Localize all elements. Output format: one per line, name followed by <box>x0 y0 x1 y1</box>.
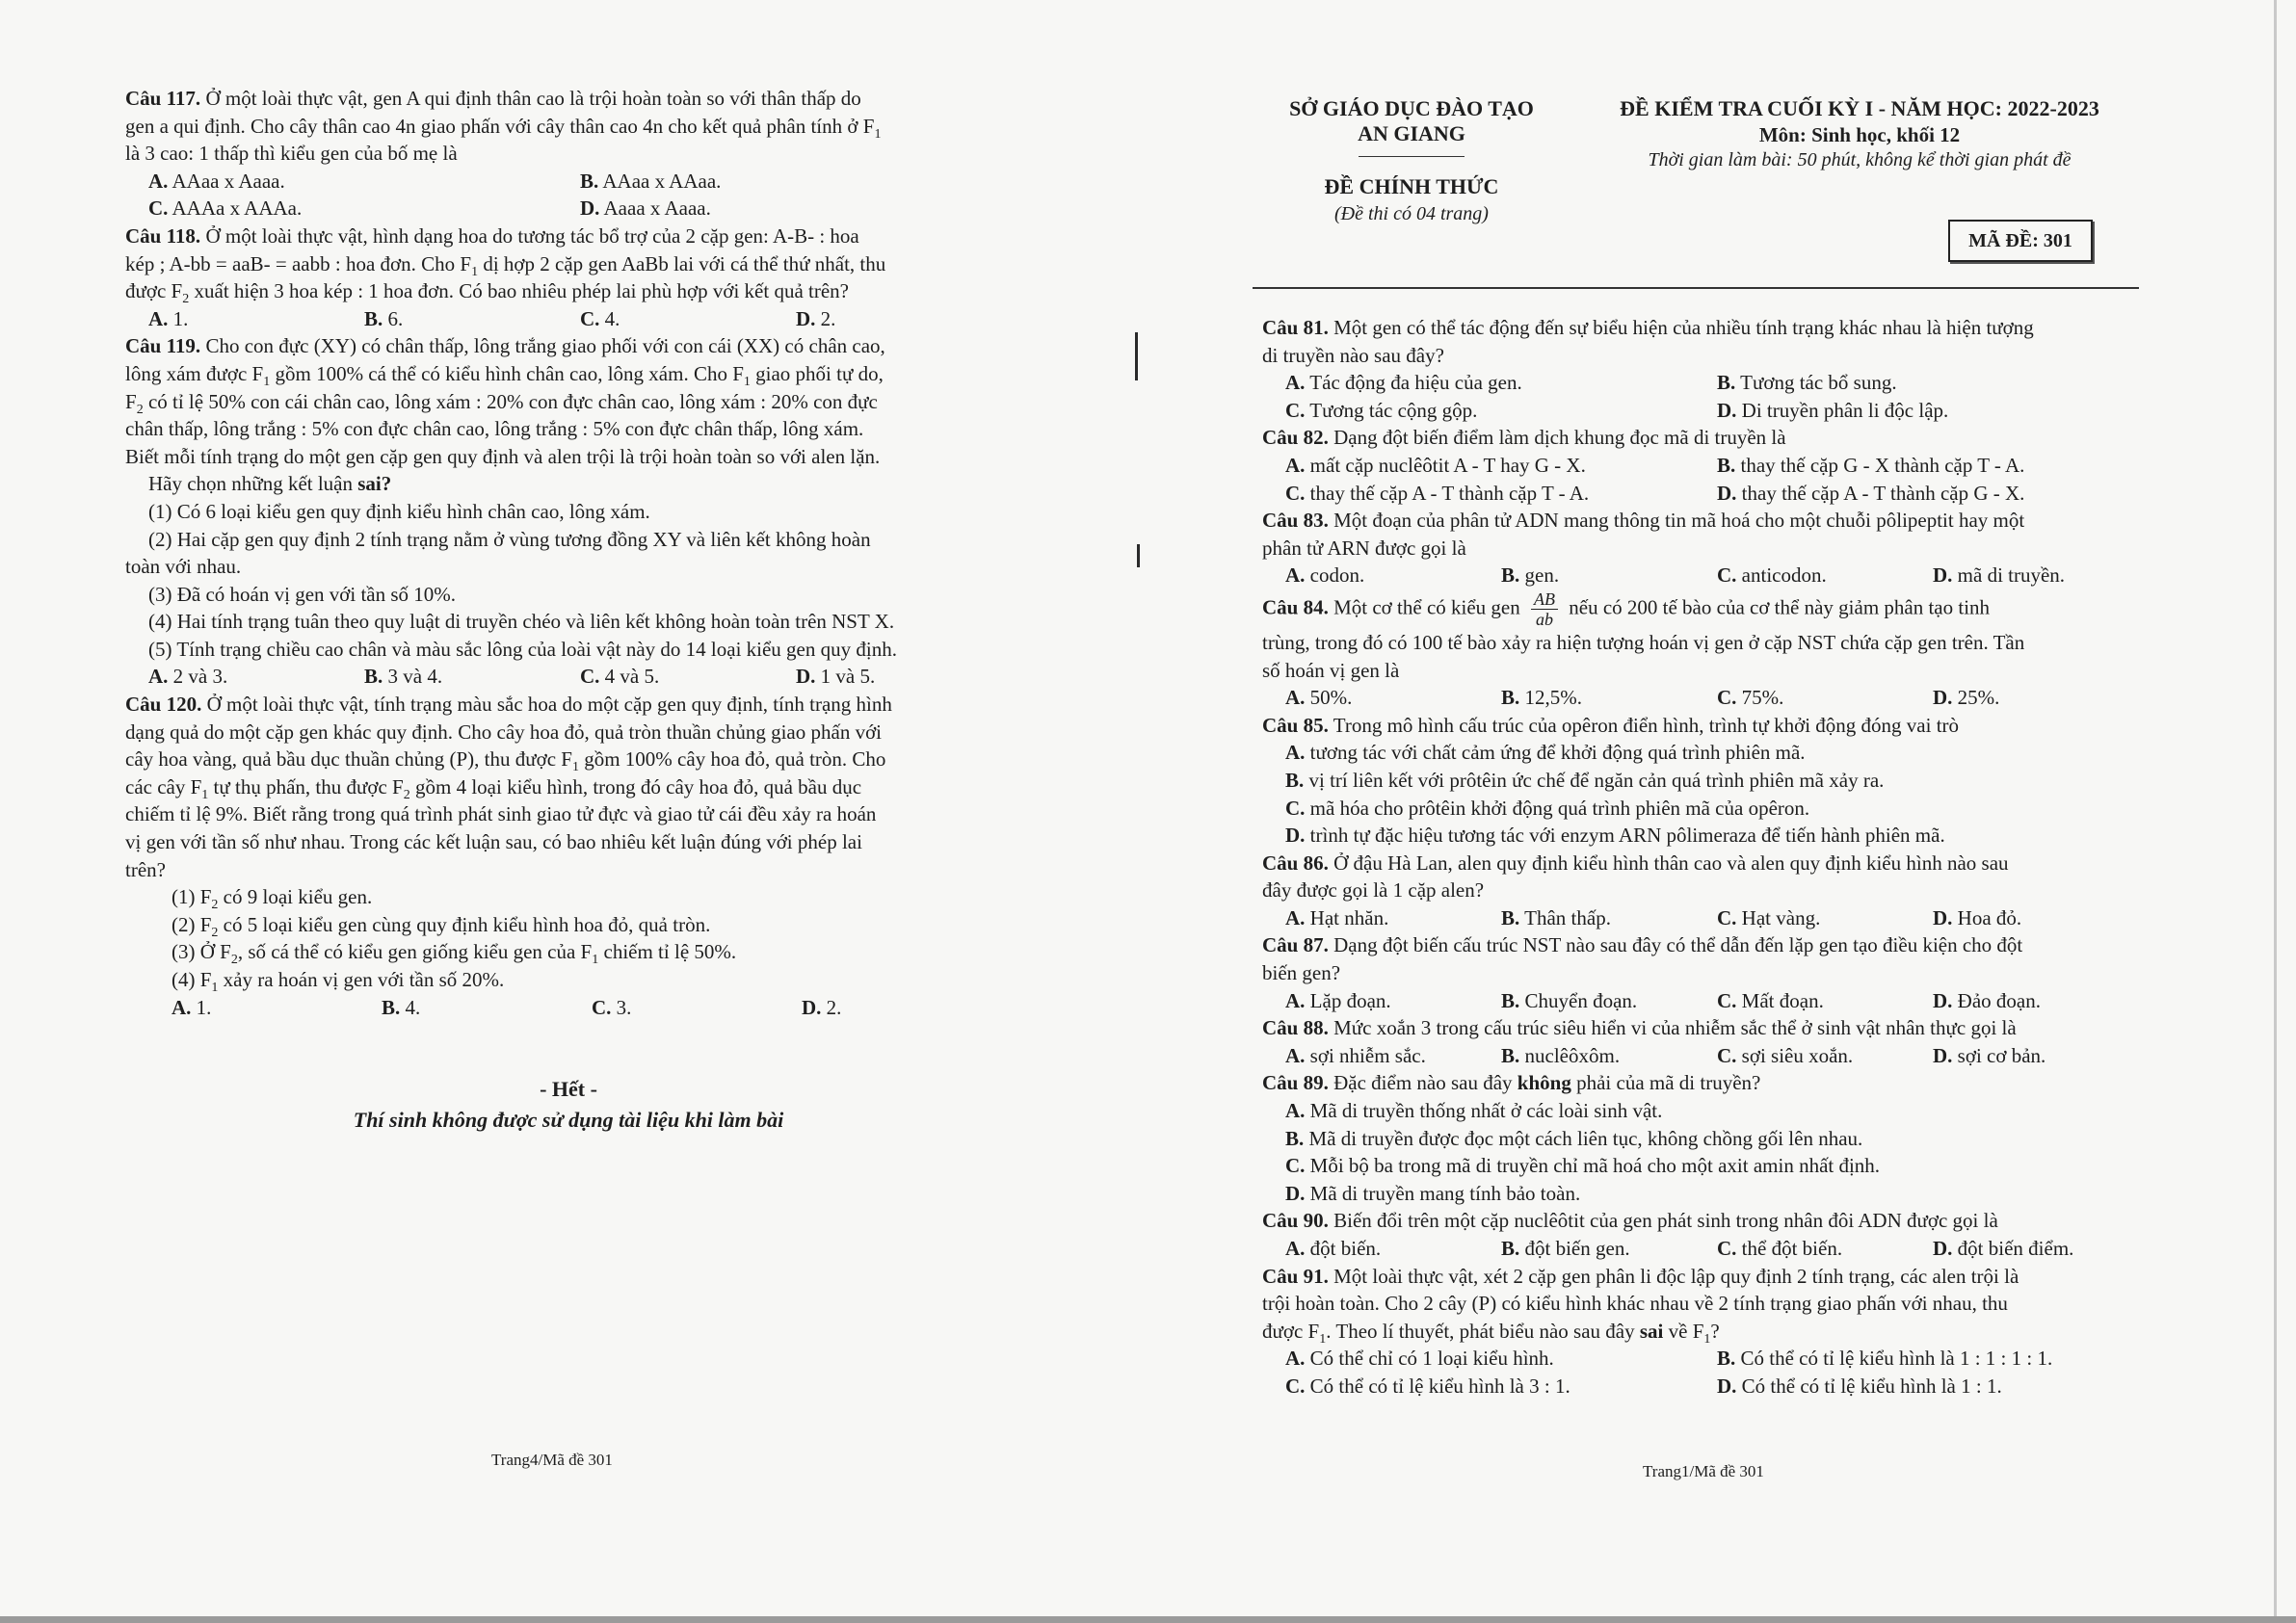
statement: (2) Hai cặp gen quy định 2 tính trạng nằm ở vùng tương đồng XY và liên kết không hoàn <box>148 527 871 551</box>
option-c: C. thay thế cặp A - T thành cặp T - A. <box>1285 481 1590 505</box>
question-number: Câu 118. <box>125 223 201 248</box>
option-b: B. 12,5%. <box>1501 686 1583 710</box>
end-note: Thí sinh không được sử dụng tài liệu khi làm bài <box>353 1108 784 1132</box>
option-d: D. 2. <box>796 306 836 330</box>
options-86 <box>1262 904 2149 932</box>
options-81-row2 <box>1262 397 2149 425</box>
option-d: D. mã di truyền. <box>1933 563 2066 588</box>
option-c: C. Có thể có tỉ lệ kiểu hình là 3 : 1. <box>1285 1374 1570 1398</box>
options-120 <box>125 994 1012 1022</box>
option-d: D. Hoa đỏ. <box>1933 905 2022 929</box>
page-footer-right: Trang1/Mã đề 301 <box>1643 1462 1764 1480</box>
option-a: A. Hạt nhăn. <box>1285 905 1389 929</box>
options-82 <box>1262 452 2149 480</box>
scan-bottom-edge <box>0 1616 2296 1623</box>
question-84-cont: trùng, trong đó có 100 tế bào xảy ra hiện tượng hoán vị gen ở cặp NST chứa cặp gen trên. Tần số hoán vị gen là <box>1262 630 2025 682</box>
option-b: B. Thân thấp. <box>1501 905 1611 929</box>
option-d: D. 1 và 5. <box>796 665 876 689</box>
header-exam <box>1590 96 2129 171</box>
option-c: C. Mất đoạn. <box>1717 988 1824 1012</box>
question-number: Câu 119. <box>125 334 201 358</box>
question-text: là 3 cao: 1 thấp thì kiểu gen của bố mẹ là <box>125 142 458 166</box>
option-a: A. Có thể chỉ có 1 loại kiểu hình. <box>1285 1347 1554 1371</box>
left-column <box>125 85 1012 1021</box>
header-divider <box>1253 287 2139 289</box>
question-number: Câu 120. <box>125 693 202 717</box>
option-d: D. 2. <box>802 995 842 1019</box>
option-b: B. vị trí liên kết với prôtêin ức chế để ngăn cản quá trình phiên mã xảy ra. <box>1285 768 1885 792</box>
option-d: D. Đảo đoạn. <box>1933 988 2041 1012</box>
statement: (4) Hai tính trạng tuân theo quy luật di truyền chéo và liên kết không hoàn toàn trên NST X. <box>148 610 895 634</box>
option-d: D. Có thể có tỉ lệ kiểu hình là 1 : 1. <box>1717 1374 2002 1398</box>
exam-subject: Môn: Sinh học, khối 12 <box>1758 123 1961 146</box>
statement: (3) Đã có hoán vị gen với tần số 10%. <box>148 582 457 606</box>
option-b: B. 6. <box>364 306 404 330</box>
options-84 <box>1262 684 2149 712</box>
genotype-fraction: $\frac{AB}{ab}$ <box>1531 589 1558 629</box>
option-b: B. đột biến gen. <box>1501 1237 1630 1260</box>
header-institution <box>1262 96 1561 225</box>
department: SỞ GIÁO DỤC ĐÀO TẠO <box>1289 96 1534 120</box>
option-b: B. nuclêôxôm. <box>1501 1043 1621 1067</box>
statement: (3) Ở $F_2$, số cá thể có kiểu gen giống kiểu gen của $F_1$ chiếm tỉ lệ 50%. <box>172 940 737 968</box>
statement: (4) $F_1$ xảy ra hoán vị gen với tần số 20%. <box>172 968 505 996</box>
scan-edge-right <box>2274 0 2277 1623</box>
options-118 <box>125 305 1012 333</box>
option-c: C. Hạt vàng. <box>1717 905 1821 929</box>
options-91-row2 <box>1262 1373 2149 1400</box>
option-d: D. sợi cơ bản. <box>1933 1043 2046 1067</box>
right-column <box>1262 314 2149 1400</box>
option-b: B. 3 và 4. <box>364 665 443 689</box>
option-b: B. Mã di truyền được đọc một cách liên tục, không chồng gối lên nhau. <box>1285 1126 1863 1150</box>
statement: (2) $F_2$ có 5 loại kiểu gen cùng quy định kiểu hình hoa đỏ, quả tròn. <box>172 912 711 940</box>
options-87 <box>1262 987 2149 1015</box>
option-a: A. codon. <box>1285 563 1365 588</box>
option-c: C. 3. <box>592 995 632 1019</box>
options-88 <box>1262 1042 2149 1070</box>
options-82-row2 <box>1262 480 2149 508</box>
options-117-row2 <box>125 195 1012 223</box>
option-b: B. gen. <box>1501 563 1560 588</box>
option-d: D. đột biến điểm. <box>1933 1237 2074 1260</box>
options-117 <box>125 168 1012 196</box>
option-c: C. AAAa x AAAa. <box>148 196 303 221</box>
option-a: A. đột biến. <box>1285 1237 1382 1260</box>
question-81: Câu 81. Một gen có thể tác động đến sự biểu hiện của nhiều tính trạng khác nhau là hiện tượng di truyền nào sau đây? <box>1262 316 2034 367</box>
pages-note: (Đề thi có 04 trang) <box>1334 203 1489 224</box>
option-c: C. mã hóa cho prôtêin khởi động quá trình phiên mã của opêron. <box>1285 796 1810 820</box>
statement: (1) $F_2$ có 9 loại kiểu gen. <box>172 885 373 913</box>
question-119-prompt: Hãy chọn những kết luận sai? <box>148 472 392 496</box>
options-119 <box>125 663 1012 691</box>
question-117: Câu 117. Ở một loài thực vật, gen A qui định thân cao là trội hoàn toàn so với thân thấp do gen a qui định. Cho cây thân cao 4n giao phấn với cây thân cao 4n cho kết quả phân tính ở $F_1$ là 3 cao: 1 thấp thì kiểu gen của bố mẹ là <box>125 87 882 166</box>
option-c: C. sợi siêu xoắn. <box>1717 1043 1854 1067</box>
statement: (5) Tính trạng chiều cao chân và màu sắc lông của loài vật này do 14 loại kiểu gen quy định. <box>148 637 897 661</box>
option-b: B. AAaa x AAaa. <box>580 169 722 193</box>
header-rule <box>1359 156 1465 157</box>
fold-mark-middle <box>1137 544 1140 567</box>
option-a: A. Mã di truyền thống nhất ở các loài sinh vật. <box>1285 1099 1663 1123</box>
option-b: B. Tương tác bổ sung. <box>1717 371 1897 395</box>
option-c: C. 4 và 5. <box>580 665 660 689</box>
option-c: C. 75%. <box>1717 686 1784 710</box>
option-d: D. trình tự đặc hiệu tương tác với enzym ARN pôlimeraza để tiến hành phiên mã. <box>1285 824 1945 848</box>
question-87: Câu 87. Dạng đột biến cấu trúc NST nào sau đây có thể dẫn đến lặp gen tạo điều kiện cho đột biến gen? <box>1262 933 2023 985</box>
page-footer-left: Trang4/Mã đề 301 <box>491 1451 613 1469</box>
question-88: Câu 88. Mức xoắn 3 trong cấu trúc siêu hiển vi của nhiễm sắc thể ở sinh vật nhân thực gọi là <box>1262 1016 2017 1040</box>
option-b: B. thay thế cặp G - X thành cặp T - A. <box>1717 453 2025 477</box>
question-119: Câu 119. Cho con đực (XY) có chân thấp, lông trắng giao phối với con cái (XX) có chân cao, lông xám được $F_1$ gồm 100% cá thể có kiểu hình chân cao, lông xám. Cho $F_1$ giao phối tự do, $F_2$ có tỉ lệ 50% con cái chân cao, lông xám : 20% con đực chân cao, lông xám : 20% con đực chân thấp, lông trắng : 5% con đực chân cao, lông trắng : 5% con đực chân thấp, lông xám. Biết mỗi tính trạng do một gen cặp gen quy định và alen trội là trội hoàn toàn so với alen lặn. <box>125 334 885 468</box>
option-a: A. tương tác với chất cảm ứng để khởi động quá trình phiên mã. <box>1285 741 1806 765</box>
statement: (1) Có 6 loại kiểu gen quy định kiểu hình chân cao, lông xám. <box>148 499 650 523</box>
option-d: D. Di truyền phân li độc lập. <box>1717 398 1949 422</box>
exam-title: ĐỀ KIỂM TRA CUỐI KỲ I - NĂM HỌC: 2022-2023 <box>1620 96 2099 120</box>
option-d: D. thay thế cặp A - T thành cặp G - X. <box>1717 481 2025 505</box>
option-a: A. 50%. <box>1285 686 1353 710</box>
option-a: A. mất cặp nuclêôtit A - T hay G - X. <box>1285 453 1586 477</box>
option-d: D. Aaaa x Aaaa. <box>580 196 711 221</box>
options-91 <box>1262 1345 2149 1373</box>
option-a: A. 1. <box>148 306 189 330</box>
question-91: Câu 91. Một loài thực vật, xét 2 cặp gen phân li độc lập quy định 2 tính trạng, các alen trội là trội hoàn toàn. Cho 2 cây (P) có kiểu hình khác nhau về 2 tính trạng giao phấn với nhau, thu được $F_1$. Theo lí thuyết, phát biểu nào sau đây sai về $F_1$? <box>1262 1264 2019 1347</box>
question-89: Câu 89. Đặc điểm nào sau đây không phải của mã di truyền? <box>1262 1071 1761 1095</box>
option-c: C. 4. <box>580 306 620 330</box>
question-86: Câu 86. Ở đậu Hà Lan, alen quy định kiểu hình thân cao và alen quy định kiểu hình nào sau đây được gọi là 1 cặp alen? <box>1262 851 2009 903</box>
question-82: Câu 82. Dạng đột biến điểm làm dịch khung đọc mã di truyền là <box>1262 426 1786 450</box>
option-c: C. Tương tác cộng gộp. <box>1285 398 1478 422</box>
exam-code-box: MÃ ĐỀ: 301 <box>1948 220 2093 262</box>
exam-time-note: Thời gian làm bài: 50 phút, không kể thời gian phát đề <box>1648 149 2072 170</box>
option-a: A. Tác động đa hiệu của gen. <box>1285 371 1522 395</box>
option-a: A. 2 và 3. <box>148 665 228 689</box>
question-number: Câu 117. <box>125 87 201 110</box>
option-a: A. 1. <box>172 995 212 1019</box>
option-d: D. 25%. <box>1933 686 2000 710</box>
question-90: Câu 90. Biến đổi trên một cặp nuclêôtit của gen phát sinh trong nhân đôi ADN được gọi là <box>1262 1209 1998 1233</box>
question-83: Câu 83. Một đoạn của phân tử ADN mang thông tin mã hoá cho một chuỗi pôlipeptit hay một phân tử ARN được gọi là <box>1262 509 2025 560</box>
option-a: A. Lặp đoạn. <box>1285 988 1391 1012</box>
options-83 <box>1262 562 2149 589</box>
option-c: C. Mỗi bộ ba trong mã di truyền chỉ mã hoá cho một axit amin nhất định. <box>1285 1154 1881 1178</box>
end-block <box>125 1077 1012 1133</box>
question-84: Câu 84. Một cơ thể có kiểu gen $\frac{AB}{ab}$ nếu có 200 tế bào của cơ thể này giảm phân tạo tinh <box>1262 589 1991 629</box>
end-title: - Hết - <box>540 1077 597 1101</box>
options-90 <box>1262 1235 2149 1263</box>
question-text: Ở một loài thực vật, gen A qui định thân cao là trội hoàn toàn so với thân thấp do <box>205 87 861 110</box>
question-118: Câu 118. Ở một loài thực vật, hình dạng hoa do tương tác bổ trợ của 2 cặp gen: A-B- : hoa kép ; A-bb = aaB- = aabb : hoa đơn. Cho $F_1$ dị hợp 2 cặp gen AaBb lai với cá thể thứ nhất, thu được $F_2$ xuất hiện 3 hoa kép : 1 hoa đơn. Có bao nhiêu phép lai phù hợp với kết quả trên? <box>125 223 886 307</box>
option-a: A. sợi nhiễm sắc. <box>1285 1043 1426 1067</box>
option-d: D. Mã di truyền mang tính bảo toàn. <box>1285 1181 1581 1205</box>
option-a: A. AAaa x Aaaa. <box>148 169 285 193</box>
options-81 <box>1262 369 2149 397</box>
fold-mark-top <box>1135 332 1138 380</box>
question-120: Câu 120. Ở một loài thực vật, tính trạng màu sắc hoa do một cặp gen quy định, tính trạng hình dạng quả do một cặp gen khác quy định. Cho cây hoa đỏ, quả tròn thuần chủng giao phấn với cây hoa vàng, quả bầu dục thuần chủng (P), thu được $F_1$ gồm 100% cây hoa đỏ, quả tròn. Cho các cây $F_1$ tự thụ phấn, thu được $F_2$ gồm 4 loại kiểu hình, trong đó cây hoa đỏ, quả bầu dục chiếm tỉ lệ 9%. Biết rằng trong quá trình phát sinh giao tử đực và giao tử cái đều xảy ra hoán vị gen với tần số như nhau. Trong các kết luận sau, có bao nhiêu kết luận đúng với phép lai trên? <box>125 693 892 881</box>
question-85: Câu 85. Trong mô hình cấu trúc của opêron điển hình, trình tự khởi động đóng vai trò <box>1262 713 1960 737</box>
option-c: C. anticodon. <box>1717 563 1827 588</box>
option-b: B. 4. <box>382 995 421 1019</box>
option-c: C. thể đột biến. <box>1717 1237 1843 1260</box>
option-b: B. Chuyển đoạn. <box>1501 988 1638 1012</box>
official-label: ĐỀ CHÍNH THỨC <box>1324 174 1499 198</box>
province: AN GIANG <box>1358 121 1465 145</box>
option-b: B. Có thể có tỉ lệ kiểu hình là 1 : 1 : 1 : 1. <box>1717 1347 2053 1371</box>
statement: toàn với nhau. <box>125 555 242 579</box>
question-text: gen a qui định. Cho cây thân cao 4n giao phấn với cây thân cao 4n cho kết quả phân tính ở F <box>125 114 875 138</box>
